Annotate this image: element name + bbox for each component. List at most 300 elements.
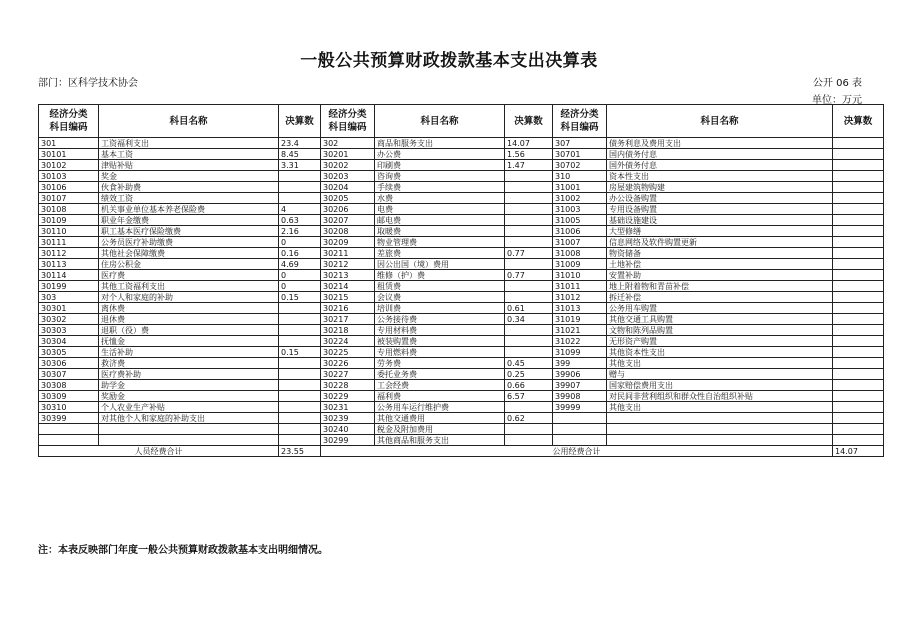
cell-code-1: 30309 (39, 391, 99, 402)
table-row (39, 369, 884, 380)
department-label: 部门：区科学技术协会 (38, 78, 138, 89)
cell-amount-1: 0 (279, 237, 321, 248)
table-row (39, 391, 884, 402)
cell-name-3: 物资储备 (607, 248, 833, 259)
cell-name-1: 奖金 (99, 171, 279, 182)
cell-code-1: 30107 (39, 193, 99, 204)
cell-code-2: 30225 (321, 347, 375, 358)
cell-code-2: 30240 (321, 424, 375, 435)
cell-code-3: 31008 (553, 248, 607, 259)
cell-code-2: 30215 (321, 292, 375, 303)
cell-amount-1: 23.4 (279, 138, 321, 149)
cell-amount-1: 4.69 (279, 259, 321, 270)
cell-code-2: 30216 (321, 303, 375, 314)
cell-code-3: 30702 (553, 160, 607, 171)
cell-amount-2 (505, 259, 553, 270)
table-row (39, 259, 884, 270)
header-code-1: 经济分类 科目编码 (39, 105, 99, 138)
cell-name-2: 差旅费 (375, 248, 505, 259)
cell-name-2: 因公出国（境）费用 (375, 259, 505, 270)
cell-amount-1: 0.16 (279, 248, 321, 259)
header-amount-2: 决算数 (505, 105, 553, 138)
cell-code-3: 31005 (553, 215, 607, 226)
cell-name-3: 对民间非营利组织和群众性自治组织补贴 (607, 391, 833, 402)
cell-name-3: 其他交通工具购置 (607, 314, 833, 325)
cell-amount-3 (833, 336, 884, 347)
table-row (39, 160, 884, 171)
cell-name-1: 职工基本医疗保险缴费 (99, 226, 279, 237)
cell-code-3: 31007 (553, 237, 607, 248)
cell-name-1 (99, 424, 279, 435)
cell-amount-1: 0 (279, 270, 321, 281)
table-row (39, 336, 884, 347)
cell-amount-2: 6.57 (505, 391, 553, 402)
totals-row (39, 446, 884, 457)
cell-code-1: 30301 (39, 303, 99, 314)
cell-amount-1: 2.16 (279, 226, 321, 237)
cell-amount-3 (833, 380, 884, 391)
cell-name-2: 委托业务费 (375, 369, 505, 380)
cell-name-2: 手续费 (375, 182, 505, 193)
cell-amount-1 (279, 182, 321, 193)
cell-amount-2: 0.45 (505, 358, 553, 369)
public-total-value: 14.07 (833, 446, 884, 457)
table-row (39, 435, 884, 446)
cell-name-3: 土地补偿 (607, 259, 833, 270)
cell-amount-2 (505, 193, 553, 204)
cell-amount-3 (833, 402, 884, 413)
table-row (39, 226, 884, 237)
header-name-2: 科目名称 (375, 105, 505, 138)
cell-amount-2: 0.61 (505, 303, 553, 314)
cell-name-2: 邮电费 (375, 215, 505, 226)
cell-name-1: 医疗费 (99, 270, 279, 281)
table-row (39, 292, 884, 303)
cell-name-2: 福利费 (375, 391, 505, 402)
personnel-total-value: 23.55 (279, 446, 321, 457)
cell-amount-1: 4 (279, 204, 321, 215)
cell-name-3: 其他支出 (607, 402, 833, 413)
cell-code-1: 301 (39, 138, 99, 149)
cell-name-3: 地上附着物和青苗补偿 (607, 281, 833, 292)
cell-name-2: 办公费 (375, 149, 505, 160)
cell-amount-1 (279, 391, 321, 402)
cell-code-3: 31019 (553, 314, 607, 325)
table-row (39, 215, 884, 226)
cell-amount-2: 0.62 (505, 413, 553, 424)
cell-name-2: 被装购置费 (375, 336, 505, 347)
cell-amount-2 (505, 292, 553, 303)
cell-code-1 (39, 424, 99, 435)
cell-name-1: 医疗费补助 (99, 369, 279, 380)
cell-code-3 (553, 435, 607, 446)
table-row (39, 314, 884, 325)
cell-name-2: 咨询费 (375, 171, 505, 182)
cell-name-2: 工会经费 (375, 380, 505, 391)
cell-name-1: 退职（役）费 (99, 325, 279, 336)
unit-label: 单位：万元 (812, 95, 862, 106)
cell-code-3: 39907 (553, 380, 607, 391)
table-row (39, 270, 884, 281)
cell-code-3: 31021 (553, 325, 607, 336)
header-amount-1: 决算数 (279, 105, 321, 138)
cell-name-1 (99, 435, 279, 446)
cell-name-2: 取暖费 (375, 226, 505, 237)
cell-amount-3 (833, 160, 884, 171)
cell-amount-3 (833, 171, 884, 182)
cell-amount-1: 8.45 (279, 149, 321, 160)
cell-amount-1 (279, 380, 321, 391)
cell-amount-2 (505, 402, 553, 413)
cell-name-2: 电费 (375, 204, 505, 215)
cell-amount-1 (279, 402, 321, 413)
header-code-3: 经济分类 科目编码 (553, 105, 607, 138)
cell-amount-2: 1.47 (505, 160, 553, 171)
footnote: 注：本表反映部门年度一般公共预算财政拨款基本支出明细情况。 (38, 545, 328, 556)
cell-name-3: 安置补助 (607, 270, 833, 281)
cell-name-2: 其他交通费用 (375, 413, 505, 424)
cell-code-3: 39908 (553, 391, 607, 402)
header-row (39, 105, 884, 138)
table-row (39, 413, 884, 424)
cell-code-2: 30239 (321, 413, 375, 424)
cell-amount-1 (279, 325, 321, 336)
cell-amount-2 (505, 237, 553, 248)
table-row (39, 325, 884, 336)
cell-name-1: 对其他个人和家庭的补助支出 (99, 413, 279, 424)
cell-amount-3 (833, 435, 884, 446)
cell-amount-2 (505, 204, 553, 215)
cell-name-1: 伙食补助费 (99, 182, 279, 193)
cell-name-3: 专用设备购置 (607, 204, 833, 215)
cell-name-1: 公务员医疗补助缴费 (99, 237, 279, 248)
cell-code-3: 310 (553, 171, 607, 182)
cell-name-3 (607, 435, 833, 446)
cell-code-1: 30108 (39, 204, 99, 215)
cell-code-2: 30212 (321, 259, 375, 270)
cell-code-1: 30310 (39, 402, 99, 413)
cell-name-3: 公务用车购置 (607, 303, 833, 314)
table-row (39, 138, 884, 149)
cell-amount-2 (505, 336, 553, 347)
cell-amount-3 (833, 149, 884, 160)
cell-amount-1 (279, 171, 321, 182)
cell-name-2: 维修（护）费 (375, 270, 505, 281)
table-row (39, 380, 884, 391)
cell-amount-3 (833, 182, 884, 193)
cell-amount-1: 0.15 (279, 347, 321, 358)
cell-name-1: 其他社会保障缴费 (99, 248, 279, 259)
cell-amount-1 (279, 413, 321, 424)
cell-amount-1: 0.63 (279, 215, 321, 226)
cell-code-3: 30701 (553, 149, 607, 160)
cell-name-1: 津贴补贴 (99, 160, 279, 171)
cell-name-2: 水费 (375, 193, 505, 204)
cell-amount-3 (833, 391, 884, 402)
cell-name-1: 个人农业生产补贴 (99, 402, 279, 413)
personnel-total-label: 人员经费合计 (39, 446, 279, 457)
cell-amount-3 (833, 325, 884, 336)
cell-amount-3 (833, 138, 884, 149)
cell-amount-1 (279, 193, 321, 204)
cell-code-2: 302 (321, 138, 375, 149)
cell-code-1: 30302 (39, 314, 99, 325)
cell-code-3: 31099 (553, 347, 607, 358)
cell-code-1: 30111 (39, 237, 99, 248)
header-name-3: 科目名称 (607, 105, 833, 138)
cell-name-1: 工资福利支出 (99, 138, 279, 149)
cell-amount-2 (505, 215, 553, 226)
cell-code-1: 30101 (39, 149, 99, 160)
cell-amount-2: 0.77 (505, 270, 553, 281)
public-total-label: 公用经费合计 (321, 446, 833, 457)
cell-code-1: 30306 (39, 358, 99, 369)
cell-code-3: 31001 (553, 182, 607, 193)
cell-code-3: 31006 (553, 226, 607, 237)
cell-code-3: 31009 (553, 259, 607, 270)
cell-name-3: 大型修缮 (607, 226, 833, 237)
cell-amount-2 (505, 226, 553, 237)
cell-amount-3 (833, 270, 884, 281)
cell-code-3: 39999 (553, 402, 607, 413)
cell-amount-3 (833, 424, 884, 435)
cell-amount-2: 0.66 (505, 380, 553, 391)
cell-code-3: 31011 (553, 281, 607, 292)
cell-name-2: 其他商品和服务支出 (375, 435, 505, 446)
page-title: 一般公共预算财政拨款基本支出决算表 (300, 51, 598, 71)
cell-amount-2 (505, 435, 553, 446)
cell-code-1: 30304 (39, 336, 99, 347)
cell-name-3: 债务利息及费用支出 (607, 138, 833, 149)
cell-amount-2: 0.34 (505, 314, 553, 325)
cell-code-1: 303 (39, 292, 99, 303)
cell-code-2: 30299 (321, 435, 375, 446)
cell-name-3: 其他支出 (607, 358, 833, 369)
cell-name-3: 信息网络及软件购置更新 (607, 237, 833, 248)
cell-code-1: 30305 (39, 347, 99, 358)
cell-code-1: 30109 (39, 215, 99, 226)
cell-amount-2: 0.25 (505, 369, 553, 380)
cell-amount-1 (279, 314, 321, 325)
cell-code-3: 31003 (553, 204, 607, 215)
table-row (39, 193, 884, 204)
table-row (39, 424, 884, 435)
cell-code-1 (39, 435, 99, 446)
cell-code-1: 30112 (39, 248, 99, 259)
header-name-1: 科目名称 (99, 105, 279, 138)
header-code-2: 经济分类 科目编码 (321, 105, 375, 138)
cell-name-3: 办公设备购置 (607, 193, 833, 204)
cell-code-2: 30229 (321, 391, 375, 402)
cell-name-3: 基础设施建设 (607, 215, 833, 226)
cell-name-1: 离休费 (99, 303, 279, 314)
cell-amount-3 (833, 292, 884, 303)
cell-code-2: 30217 (321, 314, 375, 325)
cell-amount-1 (279, 303, 321, 314)
cell-name-1: 职业年金缴费 (99, 215, 279, 226)
cell-amount-2: 1.56 (505, 149, 553, 160)
cell-code-2: 30214 (321, 281, 375, 292)
cell-amount-1 (279, 435, 321, 446)
cell-code-2: 30201 (321, 149, 375, 160)
cell-name-3: 文物和陈列品购置 (607, 325, 833, 336)
cell-amount-1 (279, 358, 321, 369)
form-number: 公开 06 表 (812, 78, 862, 89)
cell-code-3 (553, 424, 607, 435)
cell-code-2: 30209 (321, 237, 375, 248)
cell-code-1: 30399 (39, 413, 99, 424)
table-row (39, 182, 884, 193)
table-row (39, 149, 884, 160)
table-row (39, 303, 884, 314)
cell-code-3: 31002 (553, 193, 607, 204)
cell-name-1: 抚恤金 (99, 336, 279, 347)
cell-name-1: 助学金 (99, 380, 279, 391)
cell-amount-3 (833, 248, 884, 259)
cell-amount-3 (833, 204, 884, 215)
cell-code-3: 31012 (553, 292, 607, 303)
cell-name-1: 其他工资福利支出 (99, 281, 279, 292)
cell-name-1: 退休费 (99, 314, 279, 325)
cell-name-2: 税金及附加费用 (375, 424, 505, 435)
cell-name-3 (607, 413, 833, 424)
cell-name-2: 印刷费 (375, 160, 505, 171)
cell-amount-3 (833, 314, 884, 325)
table-row (39, 237, 884, 248)
cell-name-2: 商品和服务支出 (375, 138, 505, 149)
cell-amount-2 (505, 347, 553, 358)
cell-name-3 (607, 424, 833, 435)
cell-name-1: 奖励金 (99, 391, 279, 402)
cell-amount-3 (833, 347, 884, 358)
cell-name-2: 物业管理费 (375, 237, 505, 248)
cell-name-2: 专用材料费 (375, 325, 505, 336)
cell-code-1: 30102 (39, 160, 99, 171)
cell-name-3: 其他资本性支出 (607, 347, 833, 358)
cell-code-3: 39906 (553, 369, 607, 380)
cell-code-2: 30231 (321, 402, 375, 413)
cell-amount-3 (833, 215, 884, 226)
cell-code-3: 307 (553, 138, 607, 149)
cell-amount-2 (505, 325, 553, 336)
cell-amount-2 (505, 281, 553, 292)
cell-code-1: 30307 (39, 369, 99, 380)
cell-code-2: 30213 (321, 270, 375, 281)
cell-code-1: 30113 (39, 259, 99, 270)
cell-amount-3 (833, 358, 884, 369)
cell-code-2: 30224 (321, 336, 375, 347)
cell-name-2: 会议费 (375, 292, 505, 303)
table-row (39, 402, 884, 413)
cell-code-3: 31013 (553, 303, 607, 314)
cell-code-1: 30303 (39, 325, 99, 336)
cell-amount-3 (833, 281, 884, 292)
cell-amount-2 (505, 424, 553, 435)
cell-code-2: 30205 (321, 193, 375, 204)
cell-name-3: 国家赔偿费用支出 (607, 380, 833, 391)
cell-code-2: 30228 (321, 380, 375, 391)
cell-code-2: 30227 (321, 369, 375, 380)
cell-code-3 (553, 413, 607, 424)
cell-code-3: 399 (553, 358, 607, 369)
table-row (39, 347, 884, 358)
cell-code-2: 30202 (321, 160, 375, 171)
cell-amount-1: 0.15 (279, 292, 321, 303)
cell-code-1: 30106 (39, 182, 99, 193)
cell-code-2: 30226 (321, 358, 375, 369)
header-amount-3: 决算数 (833, 105, 884, 138)
cell-name-3: 无形资产购置 (607, 336, 833, 347)
cell-name-1: 住房公积金 (99, 259, 279, 270)
cell-amount-3 (833, 226, 884, 237)
table-row (39, 204, 884, 215)
cell-code-2: 30218 (321, 325, 375, 336)
cell-code-2: 30211 (321, 248, 375, 259)
cell-amount-2: 0.77 (505, 248, 553, 259)
cell-name-1: 绩效工资 (99, 193, 279, 204)
table-row (39, 248, 884, 259)
cell-amount-3 (833, 237, 884, 248)
cell-name-1: 对个人和家庭的补助 (99, 292, 279, 303)
cell-amount-1 (279, 424, 321, 435)
cell-name-3: 赠与 (607, 369, 833, 380)
cell-amount-3 (833, 259, 884, 270)
cell-name-1: 救济费 (99, 358, 279, 369)
cell-amount-1 (279, 336, 321, 347)
cell-name-3: 资本性支出 (607, 171, 833, 182)
cell-code-1: 30103 (39, 171, 99, 182)
cell-name-3: 拆迁补偿 (607, 292, 833, 303)
cell-code-2: 30203 (321, 171, 375, 182)
cell-code-3: 31022 (553, 336, 607, 347)
table-row (39, 171, 884, 182)
cell-code-2: 30207 (321, 215, 375, 226)
cell-amount-3 (833, 369, 884, 380)
cell-name-2: 专用燃料费 (375, 347, 505, 358)
cell-amount-3 (833, 193, 884, 204)
cell-name-2: 公务用车运行维护费 (375, 402, 505, 413)
table-row (39, 281, 884, 292)
cell-amount-3 (833, 303, 884, 314)
cell-code-1: 30199 (39, 281, 99, 292)
cell-amount-1 (279, 369, 321, 380)
cell-name-3: 国外债务付息 (607, 160, 833, 171)
cell-name-1: 生活补助 (99, 347, 279, 358)
cell-amount-1: 3.31 (279, 160, 321, 171)
table-row (39, 358, 884, 369)
expenditure-table (38, 104, 884, 457)
cell-name-1: 基本工资 (99, 149, 279, 160)
cell-name-2: 公务接待费 (375, 314, 505, 325)
cell-name-1: 机关事业单位基本养老保险费 (99, 204, 279, 215)
cell-code-1: 30110 (39, 226, 99, 237)
cell-code-1: 30114 (39, 270, 99, 281)
cell-name-3: 国内债务付息 (607, 149, 833, 160)
cell-amount-2 (505, 171, 553, 182)
cell-code-2: 30208 (321, 226, 375, 237)
cell-name-2: 培训费 (375, 303, 505, 314)
cell-amount-1: 0 (279, 281, 321, 292)
cell-code-2: 30204 (321, 182, 375, 193)
cell-amount-2 (505, 182, 553, 193)
cell-amount-2: 14.07 (505, 138, 553, 149)
cell-amount-3 (833, 413, 884, 424)
cell-name-2: 劳务费 (375, 358, 505, 369)
cell-name-2: 租赁费 (375, 281, 505, 292)
cell-code-2: 30206 (321, 204, 375, 215)
cell-code-3: 31010 (553, 270, 607, 281)
cell-code-1: 30308 (39, 380, 99, 391)
